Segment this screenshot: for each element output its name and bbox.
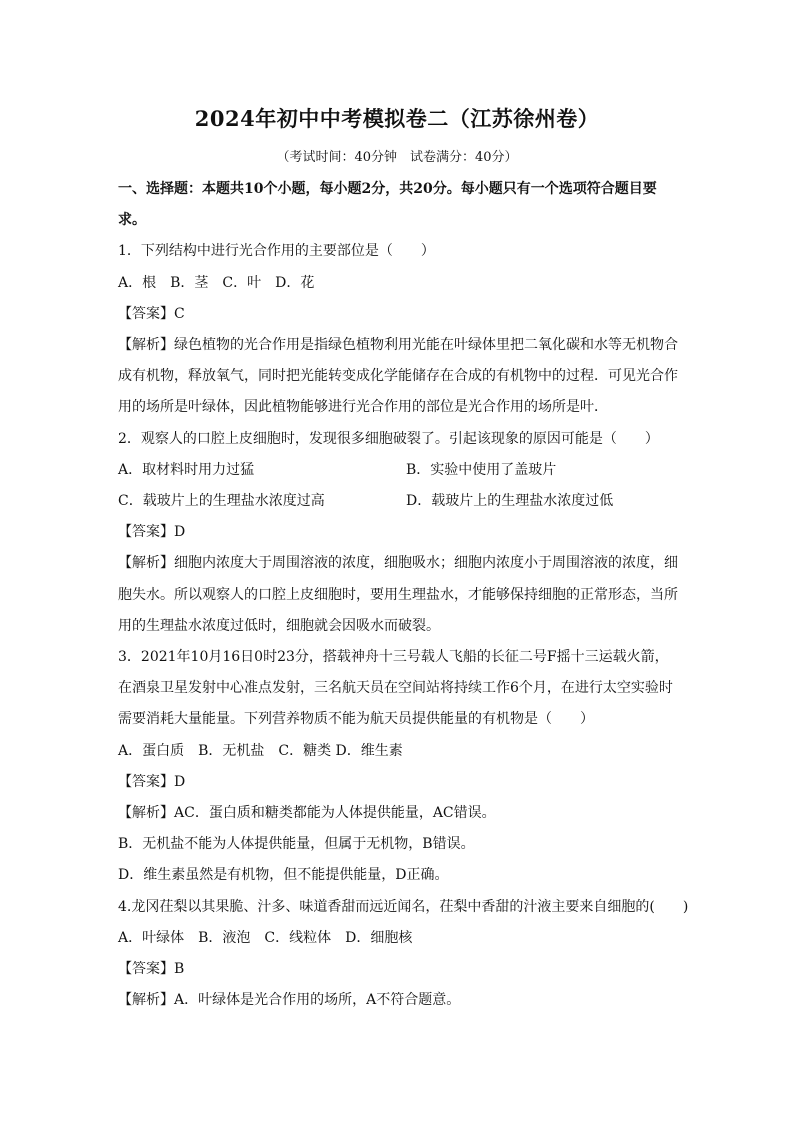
- question-3-options: A．蛋白质 B．无机盐 C．糖类 D．维生素: [118, 742, 403, 759]
- question-3-analysis: D．维生素虽然是有机物，但不能提供能量，D正确。: [118, 867, 449, 884]
- question-1-stem: 1．下列结构中进行光合作用的主要部位是（ ）: [118, 243, 435, 260]
- question-3-analysis: B．无机盐不能为人体提供能量，但属于无机物，B错误。: [118, 836, 475, 853]
- question-2-analysis: 胞失水。所以观察人的口腔上皮细胞时，要用生理盐水，才能够保持细胞的正常形态，当所: [118, 586, 678, 603]
- exam-content: [118, 174, 688, 1016]
- section-heading: 一、选择题：本题共10个小题，每小题2分，共20分。每小题只有一个选项符合题目要: [118, 181, 657, 197]
- question-2-option-a: A．取材料时用力过猛: [118, 461, 255, 478]
- question-2-option-d: D．载玻片上的生理盐水浓度过低: [406, 493, 614, 510]
- question-3-stem: 3．2021年10月16日0时23分，搭载神舟十三号载人飞船的长征二号F摇十三运载火箭，: [118, 649, 669, 666]
- question-2-analysis: 用的生理盐水浓度过低时，细胞就会因吸水而破裂。: [118, 617, 440, 634]
- question-1-options: A．根 B．茎 C．叶 D．花: [118, 274, 315, 291]
- exam-info: （考试时间：40分钟 试卷满分：40分）: [276, 150, 518, 165]
- question-3-stem: 需要消耗大量能量。下列营养物质不能为航天员提供能量的有机物是（ ）: [118, 711, 594, 728]
- question-2-options-row-1: [118, 455, 688, 486]
- question-1-analysis: 【解析】绿色植物的光合作用是指绿色植物利用光能在叶绿体里把二氧化碳和水等无机物合: [118, 337, 678, 354]
- page-title: 2024年初中中考模拟卷二（江苏徐州卷）: [194, 106, 600, 131]
- question-2-answer: 【答案】D: [118, 524, 186, 541]
- question-2-option-c: C．载玻片上的生理盐水浓度过高: [118, 493, 325, 510]
- question-1-analysis: 用的场所是叶绿体，因此植物能够进行光合作用的部位是光合作用的场所是叶．: [118, 399, 608, 416]
- question-2-stem: 2．观察人的口腔上皮细胞时，发现很多细胞破裂了。引起该现象的原因可能是（ ）: [118, 430, 659, 447]
- question-2-options-row-2: [118, 486, 688, 517]
- question-1-analysis: 成有机物，释放氧气，同时把光能转变成化学能储存在合成的有机物中的过程．可见光合作: [118, 368, 678, 385]
- question-4-stem: 4.龙冈茌梨以其果脆、汁多、味道香甜而远近闻名，茌梨中香甜的汁液主要来自细胞的( ): [118, 898, 689, 915]
- question-3-answer: 【答案】D: [118, 773, 186, 790]
- question-4-answer: 【答案】B: [118, 961, 185, 978]
- question-3-stem: 在酒泉卫星发射中心准点发射，三名航天员在空间站将持续工作6个月，在进行太空实验时: [118, 680, 673, 697]
- question-4-options: A．叶绿体 B．液泡 C．线粒体 D．细胞核: [118, 929, 413, 946]
- question-2-option-b: B．实验中使用了盖玻片: [406, 461, 557, 478]
- section-heading-cont: 求。: [118, 212, 146, 229]
- question-1-answer: 【答案】C: [118, 305, 185, 322]
- question-2-analysis: 【解析】细胞内浓度大于周围溶液的浓度，细胞吸水；细胞内浓度小于周围溶液的浓度，细: [118, 555, 678, 572]
- question-3-analysis: 【解析】AC．蛋白质和糖类都能为人体提供能量，AC错误。: [118, 805, 496, 822]
- question-4-analysis: 【解析】A．叶绿体是光合作用的场所，A不符合题意。: [118, 992, 461, 1009]
